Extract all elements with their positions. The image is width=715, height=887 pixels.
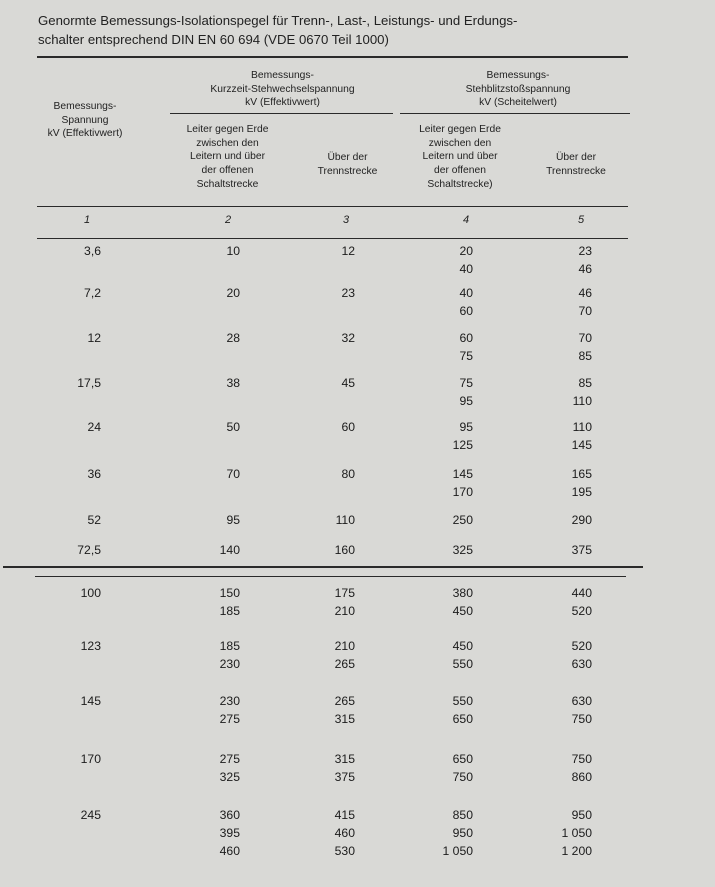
value-cell: [572, 541, 592, 559]
value-line: 46: [578, 262, 592, 276]
section-divider-rule-2: [35, 576, 626, 577]
value-line: 12: [341, 244, 355, 258]
value-line: 38: [226, 376, 240, 390]
value-cell: [453, 692, 473, 728]
value-cell: [453, 418, 473, 454]
value-line: 195: [571, 485, 592, 499]
value-line: 60: [459, 304, 473, 318]
value-cell: [578, 242, 592, 278]
value-line: 750: [571, 752, 592, 766]
value-line: 265: [334, 657, 355, 671]
value-cell: [341, 418, 355, 436]
value-line: 145: [452, 467, 473, 481]
value-line: 375: [334, 770, 355, 784]
value-cell: [335, 541, 355, 559]
value-cell: [341, 242, 355, 260]
value-cell: [453, 584, 473, 620]
value-line: 52: [87, 513, 101, 527]
value-line: 72,5: [77, 543, 101, 557]
value-line: 230: [219, 657, 240, 671]
value-cell: [572, 418, 592, 454]
value-cell: [562, 806, 593, 860]
value-line: 520: [571, 639, 592, 653]
title-line-1: Genormte Bemessungs-Isolationspegel für Trenn-, Last-, Leistungs- und Erdungs-: [38, 13, 518, 28]
value-line: 123: [80, 639, 101, 653]
value-line: 80: [341, 467, 355, 481]
value-line: 230: [219, 694, 240, 708]
header-col3: Über der Trennstrecke: [317, 152, 378, 177]
value-line: 40: [459, 262, 473, 276]
value-line: 520: [571, 604, 592, 618]
value-cell: [459, 374, 473, 410]
value-line: 460: [219, 844, 240, 858]
value-line: 145: [80, 694, 101, 708]
value-cell: [226, 242, 240, 260]
value-line: 125: [452, 438, 473, 452]
column-number-3: 3: [342, 214, 350, 226]
value-line: 60: [341, 420, 355, 434]
value-line: 150: [219, 586, 240, 600]
table-title: [38, 11, 658, 49]
top-rule: [37, 56, 628, 58]
value-line: 315: [334, 712, 355, 726]
value-line: 23: [578, 244, 592, 258]
value-cell: [335, 806, 355, 860]
value-line: 950: [452, 826, 473, 840]
value-line: 20: [459, 244, 473, 258]
value-line: 40: [459, 286, 473, 300]
value-line: 75: [459, 376, 473, 390]
colnum-rule: [37, 238, 628, 239]
value-cell: [459, 284, 473, 320]
value-line: 1 050: [561, 826, 592, 840]
value-line: 175: [334, 586, 355, 600]
value-cell: [335, 750, 355, 786]
title-line-2: schalter entsprechend DIN EN 60 694 (VDE 0670 Teil 1000): [38, 32, 389, 47]
value-line: 95: [459, 420, 473, 434]
value-line: 550: [452, 657, 473, 671]
header-col2: Leiter gegen Erde zwischen den Leitern und über der offenen Schaltstrecke: [186, 124, 269, 190]
column-number-5: 5: [577, 214, 585, 226]
value-line: 45: [341, 376, 355, 390]
section-divider-rule-1: [3, 566, 643, 568]
value-cell: [226, 511, 240, 529]
value-cell: [459, 329, 473, 365]
value-line: 95: [459, 394, 473, 408]
value-line: 50: [226, 420, 240, 434]
value-cell: [335, 692, 355, 728]
value-line: 850: [452, 808, 473, 822]
value-line: 160: [334, 543, 355, 557]
value-line: 210: [334, 639, 355, 653]
value-line: 28: [226, 331, 240, 345]
value-line: 275: [219, 752, 240, 766]
rated-voltage-cell: [81, 637, 101, 655]
value-cell: [341, 374, 355, 392]
value-line: 1 200: [561, 844, 592, 858]
column-number-4: 4: [462, 214, 470, 226]
group-rule-short: [170, 113, 393, 114]
value-line: 100: [80, 586, 101, 600]
value-line: 265: [334, 694, 355, 708]
value-cell: [453, 465, 473, 501]
value-line: 245: [80, 808, 101, 822]
value-line: 170: [452, 485, 473, 499]
rated-voltage-cell: [87, 418, 101, 436]
value-line: 145: [571, 438, 592, 452]
value-line: 36: [87, 467, 101, 481]
value-line: 325: [219, 770, 240, 784]
column-number-2: 2: [224, 214, 232, 226]
value-cell: [578, 284, 592, 320]
rated-voltage-cell: [87, 511, 101, 529]
value-line: 3,6: [84, 244, 101, 258]
value-line: 165: [571, 467, 592, 481]
value-line: 210: [334, 604, 355, 618]
value-cell: [220, 584, 240, 620]
value-line: 650: [452, 752, 473, 766]
column-number-1: 1: [83, 214, 91, 226]
value-cell: [572, 511, 592, 529]
header-rated-voltage: Bemessungs- Spannung kV (Effektivwert): [47, 101, 123, 140]
value-line: 70: [578, 331, 592, 345]
value-line: 750: [452, 770, 473, 784]
value-line: 415: [334, 808, 355, 822]
value-line: 315: [334, 752, 355, 766]
value-line: 85: [578, 376, 592, 390]
value-line: 530: [334, 844, 355, 858]
value-line: 750: [571, 712, 592, 726]
header-group-short-duration: Bemessungs- Kurzzeit-Stehwechselspannung kV (Effektivwert): [210, 70, 355, 109]
value-cell: [453, 637, 473, 673]
value-line: 10: [226, 244, 240, 258]
value-line: 85: [578, 349, 592, 363]
value-line: 32: [341, 331, 355, 345]
value-cell: [572, 750, 592, 786]
value-cell: [220, 541, 240, 559]
value-line: 46: [578, 286, 592, 300]
value-line: 110: [572, 420, 592, 434]
rated-voltage-cell: [77, 374, 101, 392]
rated-voltage-cell: [77, 541, 101, 559]
value-line: 170: [80, 752, 101, 766]
value-cell: [335, 584, 355, 620]
value-cell: [220, 692, 240, 728]
value-line: 550: [452, 694, 473, 708]
value-line: 250: [452, 513, 473, 527]
header-bottom-rule: [37, 206, 628, 207]
value-line: 70: [578, 304, 592, 318]
value-line: 70: [226, 467, 240, 481]
value-line: 17,5: [77, 376, 101, 390]
value-line: 1 050: [442, 844, 473, 858]
value-cell: [226, 418, 240, 436]
value-cell: [453, 541, 473, 559]
value-cell: [341, 329, 355, 347]
rated-voltage-cell: [84, 284, 101, 302]
rated-voltage-cell: [81, 692, 101, 710]
value-cell: [572, 465, 592, 501]
value-line: 460: [334, 826, 355, 840]
value-cell: [459, 242, 473, 278]
value-line: 24: [87, 420, 101, 434]
value-line: 75: [459, 349, 473, 363]
group-rule-impulse: [400, 113, 630, 114]
value-line: 380: [452, 586, 473, 600]
value-cell: [453, 511, 473, 529]
value-cell: [341, 284, 355, 302]
value-cell: [226, 329, 240, 347]
value-line: 630: [571, 694, 592, 708]
value-line: 185: [219, 639, 240, 653]
value-line: 325: [452, 543, 473, 557]
value-line: 375: [571, 543, 592, 557]
value-line: 275: [219, 712, 240, 726]
value-line: 290: [571, 513, 592, 527]
value-line: 630: [571, 657, 592, 671]
value-line: 360: [219, 808, 240, 822]
rated-voltage-cell: [87, 329, 101, 347]
value-cell: [335, 637, 355, 673]
value-line: 110: [335, 513, 355, 527]
value-line: 110: [572, 394, 592, 408]
value-line: 860: [571, 770, 592, 784]
value-cell: [453, 750, 473, 786]
header-col4: Leiter gegen Erde zwischen den Leitern und über der offenen Schaltstrecke): [419, 124, 501, 190]
rated-voltage-cell: [81, 806, 101, 824]
value-line: 20: [226, 286, 240, 300]
rated-voltage-cell: [87, 465, 101, 483]
value-cell: [572, 692, 592, 728]
value-line: 950: [571, 808, 592, 822]
value-cell: [226, 465, 240, 483]
value-line: 140: [219, 543, 240, 557]
value-line: 450: [452, 604, 473, 618]
value-cell: [220, 637, 240, 673]
value-cell: [341, 465, 355, 483]
value-cell: [336, 511, 355, 529]
value-cell: [226, 374, 240, 392]
rated-voltage-cell: [81, 750, 101, 768]
value-line: 60: [459, 331, 473, 345]
value-cell: [220, 806, 240, 860]
header-col5: Über der Trennstrecke: [546, 152, 606, 177]
value-cell: [443, 806, 474, 860]
value-cell: [572, 584, 592, 620]
value-line: 12: [87, 331, 101, 345]
value-cell: [572, 637, 592, 673]
value-cell: [220, 750, 240, 786]
value-line: 395: [219, 826, 240, 840]
value-line: 450: [452, 639, 473, 653]
rated-voltage-cell: [84, 242, 101, 260]
rated-voltage-cell: [81, 584, 101, 602]
header-group-impulse: Bemessungs- Stehblitzstoßspannung kV (Scheitelwert): [465, 70, 571, 109]
value-cell: [226, 284, 240, 302]
value-line: 650: [452, 712, 473, 726]
value-line: 23: [341, 286, 355, 300]
value-cell: [578, 329, 592, 365]
value-cell: [573, 374, 592, 410]
value-line: 185: [219, 604, 240, 618]
value-line: 95: [226, 513, 240, 527]
value-line: 7,2: [84, 286, 101, 300]
value-line: 440: [571, 586, 592, 600]
